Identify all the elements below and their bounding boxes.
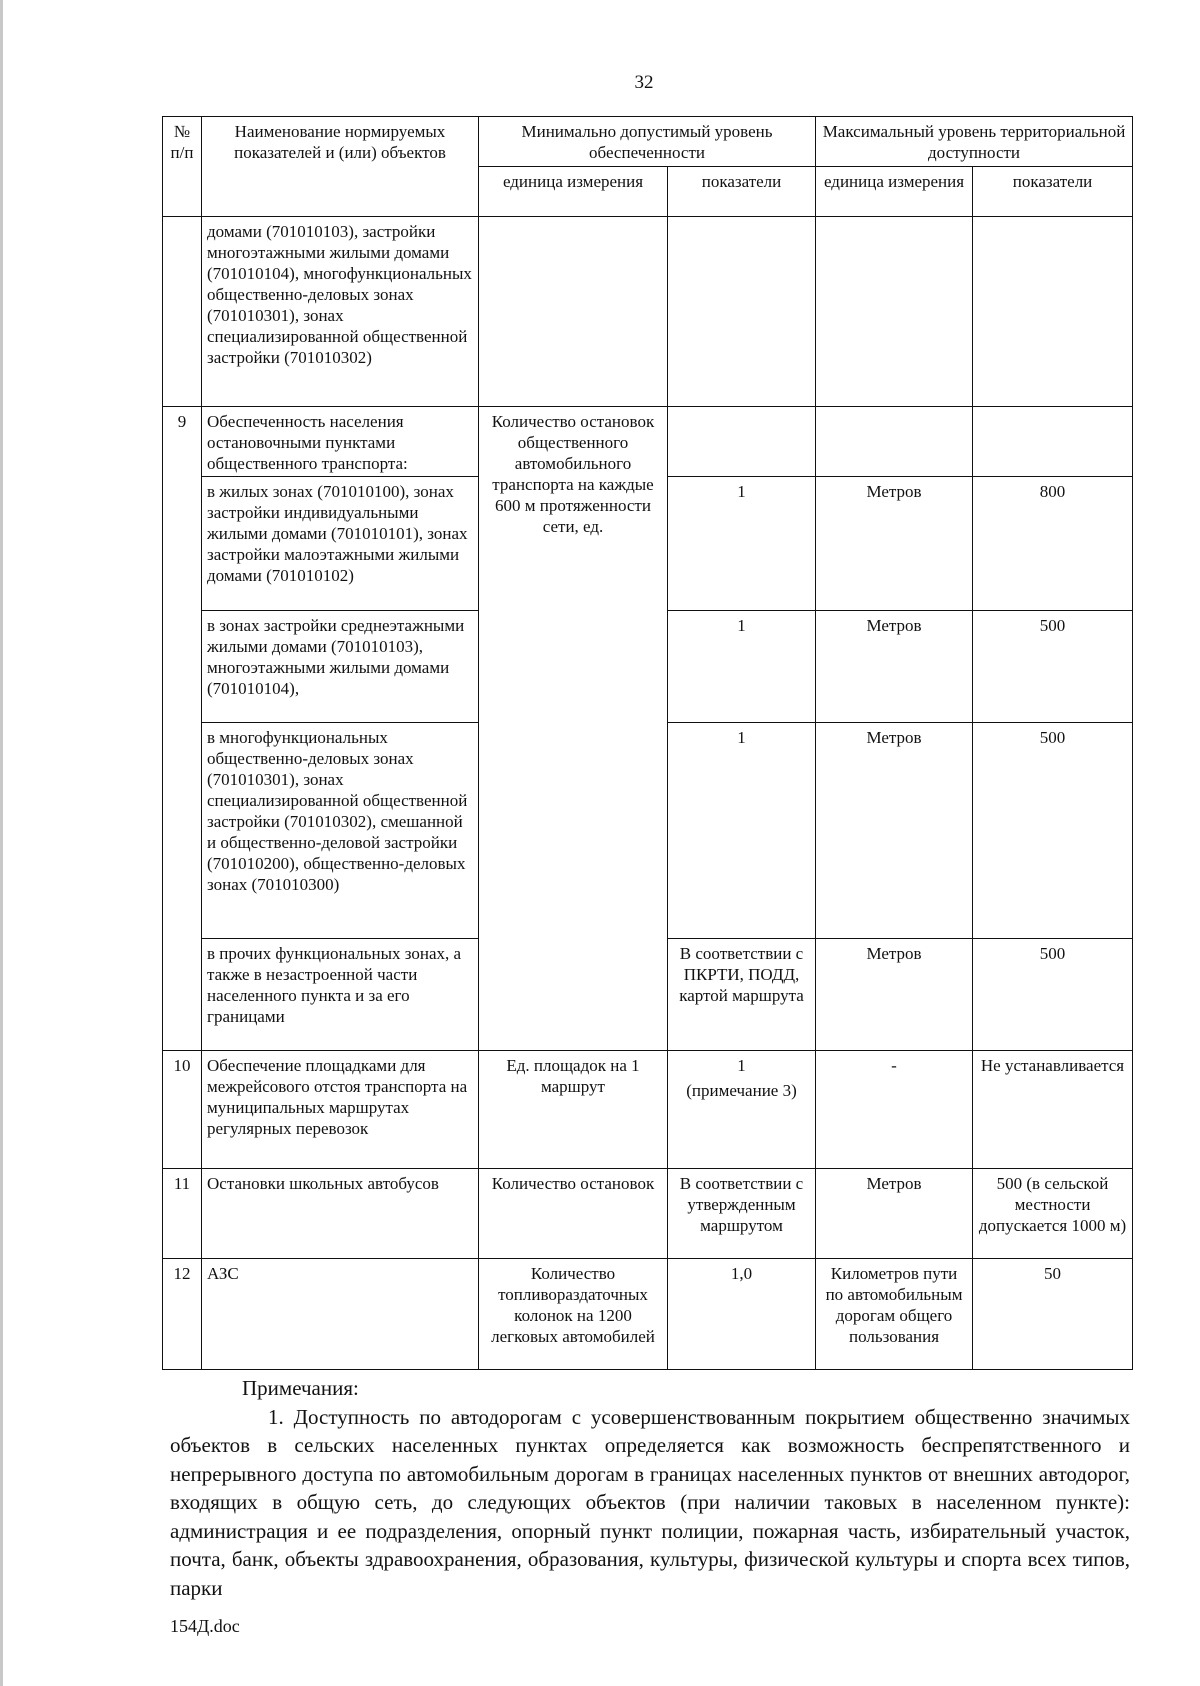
row9-sub3-value2: 500 xyxy=(973,723,1133,939)
row12-unit: Количество топливораздаточных колонок на 1200 легковых автомобилей xyxy=(479,1259,668,1370)
notes-section xyxy=(170,1374,1130,1602)
row11-num: 11 xyxy=(163,1169,202,1259)
row9-sub1-value2: 800 xyxy=(973,477,1133,611)
row9-num: 9 xyxy=(163,407,202,1051)
row9-sub2-name: в зонах застройки среднеэтажными жилыми домами (701010103), многоэтажными жилыми домами (701010104), xyxy=(202,611,479,723)
table-row xyxy=(163,1051,1133,1169)
row9-sub3-unit2: Метров xyxy=(816,723,973,939)
row9-sub2-value: 1 xyxy=(668,611,816,723)
row10-value2: Не устанавливается xyxy=(973,1051,1133,1169)
table-row xyxy=(163,1259,1133,1370)
note-1: 1. Доступность по автодорогам с усовершенствованным покрытием общественно значимых объектов в сельских населенных пунктах определяется как возможность беспрепятственного и непрерывного доступа по автомобильным дорогам в границах населенных пунктов от внешних автодорог, входящих в общую сеть, до следующих объектов (при наличии таковых в населенном пункте): администрация и ее подразделения, опорный пункт полиции, пожарная часть, избирательный участок, почта, банк, объекты здравоохранения, образования, культуры, физической культуры и спорта всех типов, парки xyxy=(170,1404,1130,1600)
row10-value: 1 xyxy=(737,1056,746,1075)
row10-unit: Ед. площадок на 1 маршрут xyxy=(479,1051,668,1169)
scan-edge xyxy=(0,0,3,1686)
footer-filename: 154Д.doc xyxy=(170,1616,240,1636)
header-unit: единица измерения xyxy=(479,167,668,217)
header-max-level: Максимальный уровень территориальной доступности xyxy=(816,117,1133,167)
row12-name: АЗС xyxy=(202,1259,479,1370)
header-name: Наименование нормируемых показателей и (или) объектов xyxy=(202,117,479,217)
header-num: № п/п xyxy=(163,117,202,217)
row11-value2: 500 (в сельской местности допускается 1000 м) xyxy=(973,1169,1133,1259)
standards-table xyxy=(162,116,1133,1370)
cont-row-name: домами (701010103), застройки многоэтажными жилыми домами (701010104), многофункциональных общественно-деловых зонах (701010301), зонах специализированной общественной застройки (701010302) xyxy=(202,217,479,407)
row10-unit2: - xyxy=(816,1051,973,1169)
row9-sub2-unit2: Метров xyxy=(816,611,973,723)
row9-sub4-value: В соответствии с ПКРТИ, ПОДД, картой маршрута xyxy=(668,939,816,1051)
page-number: 32 xyxy=(634,72,654,93)
row11-unit: Количество остановок xyxy=(479,1169,668,1259)
row12-value: 1,0 xyxy=(668,1259,816,1370)
row9-sub3-name: в многофункциональных общественно-деловых зонах (701010301), зонах специализированной общественной застройки (701010302), смешанной и общественно-деловой застройки (701010200), общественно-деловых зонах (701010300) xyxy=(202,723,479,939)
row9-unit: Количество остановок общественного автомобильного транспорта на каждые 600 м протяженности сети, ед. xyxy=(479,407,668,1051)
table-row xyxy=(163,407,1133,477)
table-row xyxy=(163,217,1133,407)
notes-title: Примечания: xyxy=(242,1376,359,1400)
row9-sub4-name: в прочих функциональных зонах, а также в незастроенной части населенного пункта и за его границами xyxy=(202,939,479,1051)
table-header-row xyxy=(163,117,1133,167)
row11-unit2: Метров xyxy=(816,1169,973,1259)
row9-sub3-value: 1 xyxy=(668,723,816,939)
row10-value-note: (примечание 3) xyxy=(686,1081,797,1100)
header-indicators: показатели xyxy=(668,167,816,217)
header-min-level: Минимально допустимый уровень обеспеченности xyxy=(479,117,816,167)
row9-sub1-value: 1 xyxy=(668,477,816,611)
row9-sub1-name: в жилых зонах (701010100), зонах застройки индивидуальными жилыми домами (701010101), зонах застройки малоэтажными жилыми домами (701010102) xyxy=(202,477,479,611)
row9-sub1-unit2: Метров xyxy=(816,477,973,611)
table-row xyxy=(163,1169,1133,1259)
row11-value: В соответствии с утвержденным маршрутом xyxy=(668,1169,816,1259)
row9-name: Обеспеченность населения остановочными пунктами общественного транспорта: xyxy=(202,407,479,477)
row12-num: 12 xyxy=(163,1259,202,1370)
row12-value2: 50 xyxy=(973,1259,1133,1370)
row9-sub4-unit2: Метров xyxy=(816,939,973,1051)
row10-num: 10 xyxy=(163,1051,202,1169)
row11-name: Остановки школьных автобусов xyxy=(202,1169,479,1259)
row9-sub4-value2: 500 xyxy=(973,939,1133,1051)
row10-name: Обеспечение площадками для межрейсового отстоя транспорта на муниципальных маршрутах регулярных перевозок xyxy=(202,1051,479,1169)
row12-unit2: Километров пути по автомобильным дорогам общего пользования xyxy=(816,1259,973,1370)
header-indicators2: показатели xyxy=(973,167,1133,217)
header-unit2: единица измерения xyxy=(816,167,973,217)
row10-value-cell xyxy=(668,1051,816,1169)
row9-sub2-value2: 500 xyxy=(973,611,1133,723)
